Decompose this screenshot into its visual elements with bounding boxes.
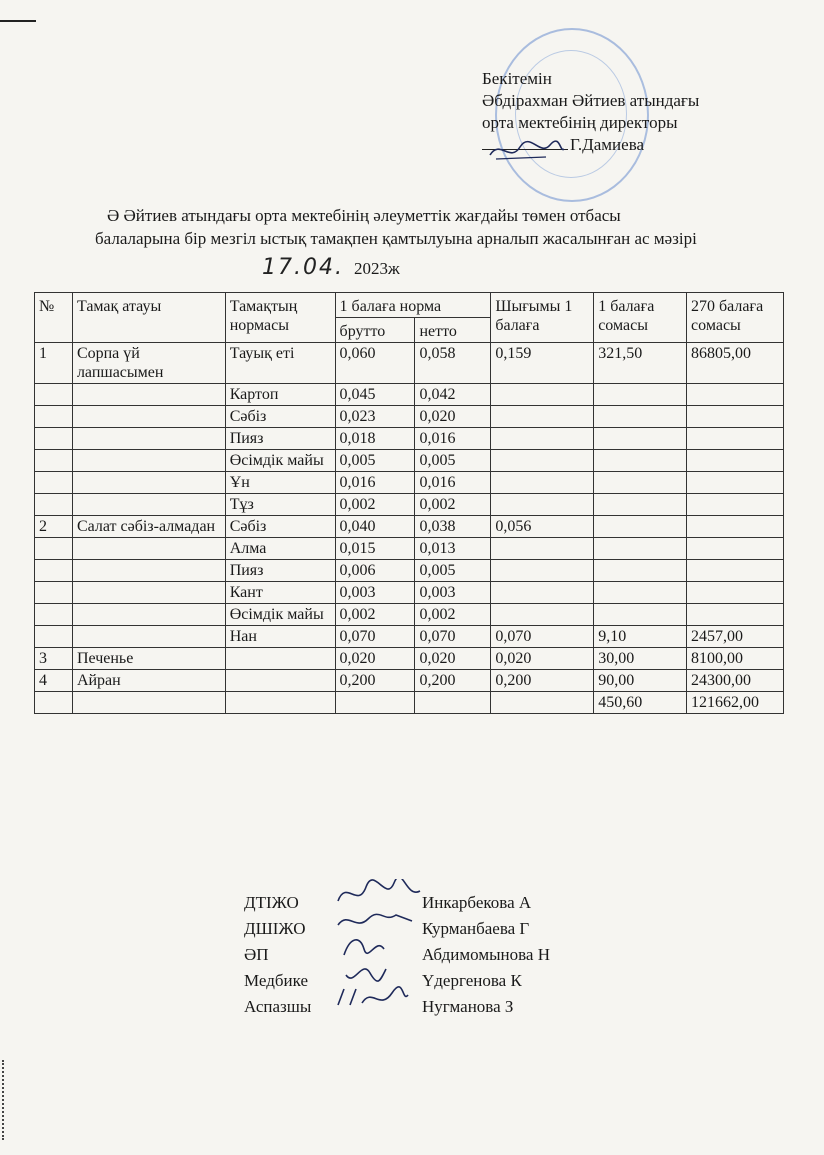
table-row xyxy=(35,450,784,472)
table-row xyxy=(35,560,784,582)
cell-cost270 xyxy=(687,494,784,516)
cell-cost1 xyxy=(594,494,687,516)
cell-output xyxy=(491,560,594,582)
cell-num xyxy=(35,384,73,406)
cell-brutto xyxy=(335,692,415,714)
cell-cost270 xyxy=(687,604,784,626)
cell-output xyxy=(491,692,594,714)
cell-netto: 0,013 xyxy=(415,538,491,560)
staff-name: Инкарбекова А xyxy=(422,893,532,912)
cell-netto: 0,005 xyxy=(415,450,491,472)
cell-brutto: 0,016 xyxy=(335,472,415,494)
staff-role: ӘП xyxy=(244,945,269,964)
cell-output xyxy=(491,450,594,472)
cell-cost270 xyxy=(687,472,784,494)
cell-cost270: 8100,00 xyxy=(687,648,784,670)
cell-brutto: 0,023 xyxy=(335,406,415,428)
table-row xyxy=(35,516,784,538)
cell-num xyxy=(35,626,73,648)
table-body xyxy=(35,343,784,714)
cell-product: Сәбіз xyxy=(225,406,335,428)
cell-product: Өсімдік майы xyxy=(225,604,335,626)
cell-output: 0,200 xyxy=(491,670,594,692)
cell-cost270: 86805,00 xyxy=(687,343,784,384)
cell-brutto: 0,060 xyxy=(335,343,415,384)
cell-num: 2 xyxy=(35,516,73,538)
cell-cost1 xyxy=(594,472,687,494)
cell-netto xyxy=(415,692,491,714)
cell-num: 4 xyxy=(35,670,73,692)
cell-cost270 xyxy=(687,582,784,604)
cell-cost1 xyxy=(594,516,687,538)
table-row xyxy=(35,384,784,406)
cell-product xyxy=(225,670,335,692)
cell-netto: 0,002 xyxy=(415,494,491,516)
document-heading xyxy=(95,204,815,250)
handwritten-date: 17.04. xyxy=(262,255,344,280)
cell-name xyxy=(72,406,225,428)
cell-name: Печенье xyxy=(72,648,225,670)
header-norm: Тамақтың нормасы xyxy=(225,293,335,343)
cell-product: Пияз xyxy=(225,428,335,450)
cell-cost1: 30,00 xyxy=(594,648,687,670)
table-row xyxy=(35,343,784,384)
cell-brutto: 0,002 xyxy=(335,494,415,516)
cell-netto: 0,020 xyxy=(415,406,491,428)
cell-cost270 xyxy=(687,450,784,472)
cell-cost1 xyxy=(594,560,687,582)
cell-netto: 0,016 xyxy=(415,428,491,450)
header-cost-one: 1 балаға сомасы xyxy=(594,293,687,343)
cell-num xyxy=(35,560,73,582)
cell-product: Тұз xyxy=(225,494,335,516)
staff-name: Үдергенова К xyxy=(422,971,522,990)
cell-name xyxy=(72,538,225,560)
cell-cost1 xyxy=(594,538,687,560)
table-row xyxy=(35,582,784,604)
header-num: № xyxy=(35,293,73,343)
cell-num xyxy=(35,604,73,626)
cell-name xyxy=(72,604,225,626)
cell-brutto: 0,006 xyxy=(335,560,415,582)
director-signature-line xyxy=(482,149,568,150)
cell-netto: 0,020 xyxy=(415,648,491,670)
header-dish-name: Тамақ атауы xyxy=(72,293,225,343)
cell-num: 1 xyxy=(35,343,73,384)
cell-output: 0,020 xyxy=(491,648,594,670)
cell-cost270: 2457,00 xyxy=(687,626,784,648)
staff-role: ДШІЖО xyxy=(244,919,306,938)
cell-num xyxy=(35,582,73,604)
cell-cost1 xyxy=(594,384,687,406)
cell-cost1 xyxy=(594,428,687,450)
table-row xyxy=(35,692,784,714)
cell-name xyxy=(72,472,225,494)
cell-cost1: 90,00 xyxy=(594,670,687,692)
cell-output xyxy=(491,538,594,560)
table-row xyxy=(35,472,784,494)
cell-num xyxy=(35,692,73,714)
cell-brutto: 0,018 xyxy=(335,428,415,450)
header-cost-270: 270 балаға сомасы xyxy=(687,293,784,343)
cell-product: Тауық еті xyxy=(225,343,335,384)
director-signature xyxy=(486,135,566,165)
staff-signature xyxy=(336,983,426,1017)
cell-product: Ұн xyxy=(225,472,335,494)
staff-role: ДТІЖО xyxy=(244,893,299,912)
cell-name: Айран xyxy=(72,670,225,692)
staff-role: Аспазшы xyxy=(244,997,312,1016)
director-name: Г.Дамиева xyxy=(570,135,645,154)
cell-cost1: 9,10 xyxy=(594,626,687,648)
cell-cost270 xyxy=(687,516,784,538)
heading-line-1: Ә Әйтиев атындағы орта мектебінің әлеуметтік жағдайы төмен отбасы xyxy=(107,206,621,225)
table-row xyxy=(35,626,784,648)
cell-cost1 xyxy=(594,582,687,604)
cell-cost270 xyxy=(687,384,784,406)
cell-netto: 0,200 xyxy=(415,670,491,692)
cell-output xyxy=(491,472,594,494)
cell-brutto: 0,040 xyxy=(335,516,415,538)
cell-output: 0,056 xyxy=(491,516,594,538)
cell-name xyxy=(72,582,225,604)
cell-num: 3 xyxy=(35,648,73,670)
cell-netto: 0,016 xyxy=(415,472,491,494)
cell-product: Нан xyxy=(225,626,335,648)
cell-product: Сәбіз xyxy=(225,516,335,538)
document-date xyxy=(262,255,400,280)
date-year: 2023ж xyxy=(353,259,400,278)
cell-brutto: 0,005 xyxy=(335,450,415,472)
header-per-child: 1 балаға норма xyxy=(335,293,491,318)
staff-name: Курманбаева Г xyxy=(422,919,530,938)
approval-title: Бекітемін xyxy=(482,69,552,88)
cell-brutto: 0,002 xyxy=(335,604,415,626)
cell-cost270: 24300,00 xyxy=(687,670,784,692)
cell-product: Өсімдік майы xyxy=(225,450,335,472)
cell-name: Сорпа үй лапшасымен xyxy=(72,343,225,384)
cell-num xyxy=(35,494,73,516)
staff-role: Медбике xyxy=(244,971,308,990)
cell-name: Салат сәбіз-алмадан xyxy=(72,516,225,538)
cell-output xyxy=(491,604,594,626)
table-row xyxy=(35,494,784,516)
cell-num xyxy=(35,406,73,428)
cell-brutto: 0,045 xyxy=(335,384,415,406)
cell-num xyxy=(35,450,73,472)
header-brutto: брутто xyxy=(335,318,415,343)
cell-output xyxy=(491,582,594,604)
cell-netto: 0,005 xyxy=(415,560,491,582)
cell-name xyxy=(72,450,225,472)
menu-table xyxy=(34,292,784,714)
cell-cost1: 321,50 xyxy=(594,343,687,384)
approval-block xyxy=(482,68,699,156)
approval-school: Әбдірахман Әйтиев атындағы xyxy=(482,91,700,110)
heading-line-2: балаларына бір мезгіл ыстық тамақпен қамтылуына арналып жасалынған ас мәзірі xyxy=(95,229,697,248)
cell-name xyxy=(72,692,225,714)
cell-cost270 xyxy=(687,560,784,582)
cell-output xyxy=(491,384,594,406)
table-row xyxy=(35,406,784,428)
cell-netto: 0,002 xyxy=(415,604,491,626)
cell-name xyxy=(72,626,225,648)
table-header-row xyxy=(35,293,784,318)
cell-brutto: 0,070 xyxy=(335,626,415,648)
cell-output xyxy=(491,428,594,450)
cell-netto: 0,070 xyxy=(415,626,491,648)
cell-output: 0,159 xyxy=(491,343,594,384)
scan-edge-dots xyxy=(2,1060,8,1140)
cell-num xyxy=(35,538,73,560)
cell-brutto: 0,020 xyxy=(335,648,415,670)
cell-name xyxy=(72,494,225,516)
table-row xyxy=(35,538,784,560)
cell-product: Картоп xyxy=(225,384,335,406)
cell-output xyxy=(491,406,594,428)
cell-cost1 xyxy=(594,604,687,626)
cell-cost1 xyxy=(594,406,687,428)
table-row xyxy=(35,648,784,670)
cell-name xyxy=(72,560,225,582)
director-line xyxy=(482,134,699,156)
cell-netto: 0,038 xyxy=(415,516,491,538)
staff-name: Нугманова З xyxy=(422,997,514,1016)
cell-brutto: 0,200 xyxy=(335,670,415,692)
cell-product: Кант xyxy=(225,582,335,604)
cell-cost1 xyxy=(594,450,687,472)
cell-output xyxy=(491,494,594,516)
cell-netto: 0,042 xyxy=(415,384,491,406)
table-row xyxy=(35,604,784,626)
table-row xyxy=(35,670,784,692)
cell-cost270 xyxy=(687,538,784,560)
cell-cost270: 121662,00 xyxy=(687,692,784,714)
cell-netto: 0,003 xyxy=(415,582,491,604)
cell-name xyxy=(72,428,225,450)
staff-name: Абдимомынова Н xyxy=(422,945,550,964)
cell-output: 0,070 xyxy=(491,626,594,648)
cell-brutto: 0,003 xyxy=(335,582,415,604)
page-edge-mark xyxy=(0,20,36,22)
cell-num xyxy=(35,428,73,450)
cell-cost270 xyxy=(687,428,784,450)
approval-position: орта мектебінің директоры xyxy=(482,113,678,132)
cell-brutto: 0,015 xyxy=(335,538,415,560)
cell-product: Пияз xyxy=(225,560,335,582)
table-row xyxy=(35,428,784,450)
header-netto: нетто xyxy=(415,318,491,343)
cell-cost270 xyxy=(687,406,784,428)
cell-num xyxy=(35,472,73,494)
cell-product xyxy=(225,692,335,714)
cell-name xyxy=(72,384,225,406)
cell-product xyxy=(225,648,335,670)
cell-netto: 0,058 xyxy=(415,343,491,384)
cell-product: Алма xyxy=(225,538,335,560)
header-output: Шығымы 1 балаға xyxy=(491,293,594,343)
cell-cost1: 450,60 xyxy=(594,692,687,714)
